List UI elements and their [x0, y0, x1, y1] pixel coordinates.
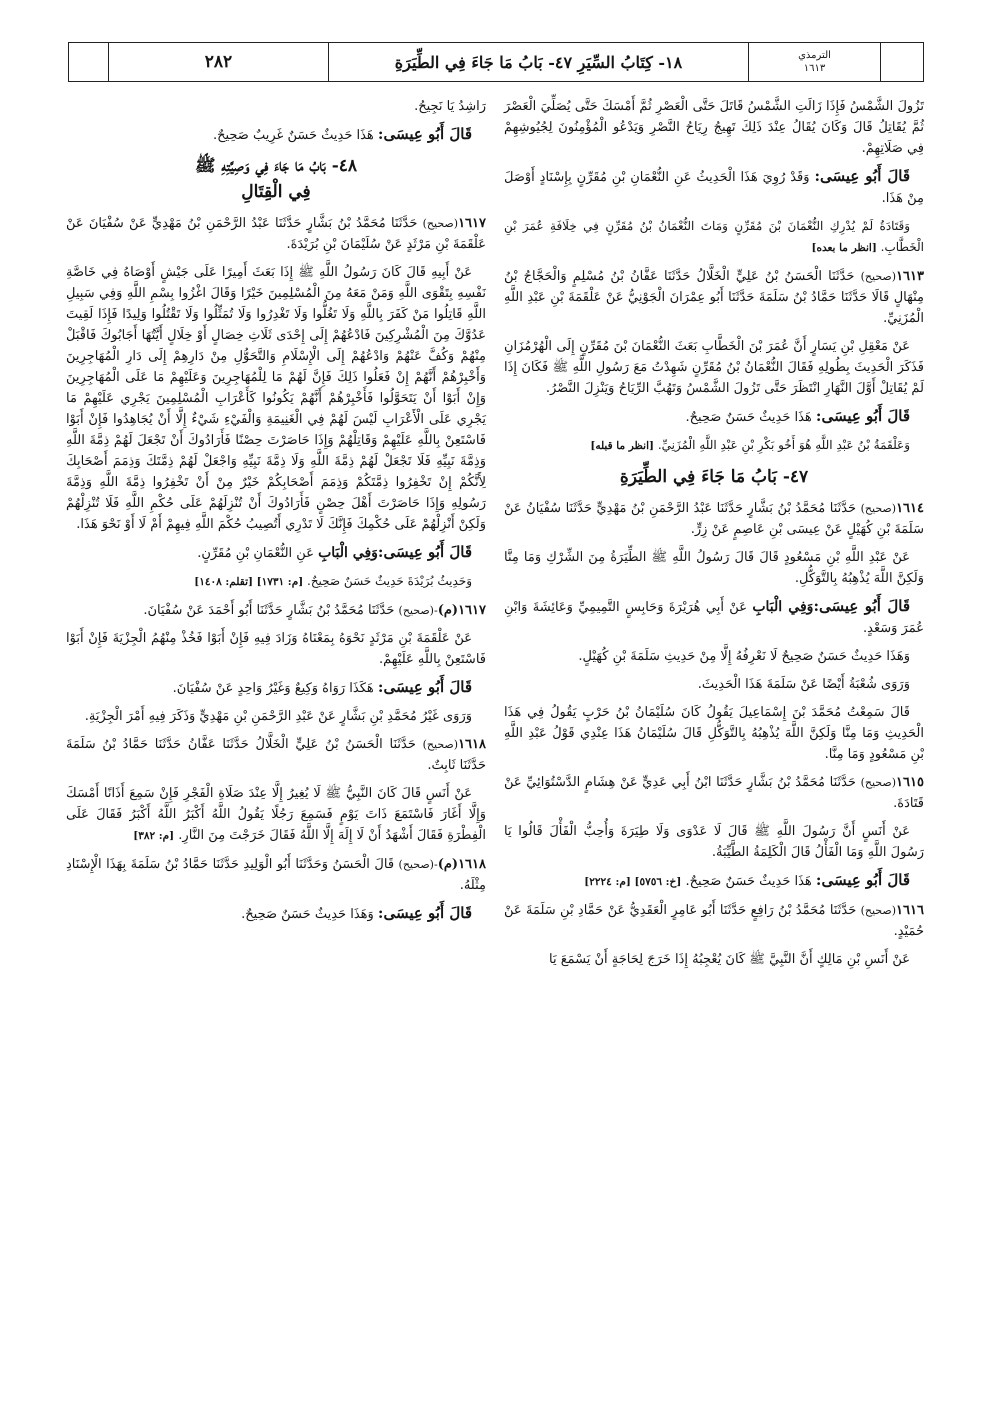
hadith-grade: (صحيح) — [860, 776, 897, 789]
hadith-1616 — [504, 900, 924, 942]
hadith-number: ١٦١٥ — [896, 775, 924, 790]
subheading: وَفِي الْبَابِ — [318, 545, 378, 561]
chapter-heading-48 — [66, 153, 486, 205]
paragraph-text: عَنْ أَنَسٍ قَالَ كَانَ النَّبِيُّ ﷺ لَا يُغِيرُ إِلَّا عِنْدَ صَلَاةِ الْفَجْرِ فَإِنْ سَمِعَ أَذَانًا أَمْسَكَ وَإِلَّا أَغَارَ فَاسْتَمَعَ ذَاتَ يَوْمٍ فَسَمِعَ رَجُلًا يَقُولُ اللَّهُ أَكْبَرُ اللَّهُ أَكْبَرُ فَقَالَ عَلَى الْفِطْرَةِ فَقَالَ أَشْهَدُ أَنْ لَا إِلَهَ إِلَّا اللَّهُ فَقَالَ خَرَجْتَ مِنَ النَّارِ. — [66, 786, 486, 843]
paragraph: وَرَوَى غَيْرُ مُحَمَّدِ بْنِ بَشَّارٍ عَنْ عَبْدِ الرَّحْمَنِ بْنِ مَهْدِيٍّ وَذَكَرَ فِيهِ أَمْرَ الْجِزْيَةِ. — [84, 709, 472, 724]
hadith-1617 — [66, 213, 486, 255]
page-header — [68, 42, 924, 82]
paragraph: عَنْ مَعْقِلِ بْنِ يَسَارٍ أَنَّ عُمَرَ بْنَ الْخَطَّابِ بَعَثَ النُّعْمَانَ بْنَ مُقَرِّنٍ إِلَى الْهُرْمُزَانِ فَذَكَرَ الْحَدِيثَ بِطُولِهِ فَقَالَ النُّعْمَانُ بْنُ مُقَرِّنٍ شَهِدْتُ مَعَ رَسُولِ اللَّهِ ﷺ فَكَانَ إِذَا لَمْ يُقَاتِلْ أَوَّلَ النَّهَارِ انْتَظَرَ حَتَّى تَزُولَ الشَّمْسُ وَتَهُبَّ الرِّيَاحُ وَيَنْزِلَ النَّصْرُ. — [504, 339, 924, 396]
paragraph: قَالَ سَمِعْتُ مُحَمَّدَ بْنَ إِسْمَاعِيلَ يَقُولُ كَانَ سُلَيْمَانُ بْنُ حَرْبٍ يَقُولُ فِي هَذَا الْحَدِيثِ وَمَا مِنَّا وَلَكِنَّ اللَّهَ يُذْهِبُهُ بِالتَّوَكُّلِ قَالَ سُلَيْمَانُ هَذَا عِنْدِي قَوْلُ عَبْدِ اللَّهِ بْنِ مَسْعُودٍ وَمَا مِنَّا. — [504, 705, 924, 762]
cross-reference: [خ: ٥٧٥٦] [م: ٢٢٢٤] — [584, 876, 682, 888]
page-number: ٢٨٢ — [109, 43, 329, 81]
cross-reference: [انظر ما قبله] — [590, 440, 654, 452]
paragraph: رَاشِدُ يَا نَجِيحُ. — [414, 99, 486, 114]
hadith-chain: حَدَّثَنَا مُحَمَّدُ بْنُ بَشَّارٍ حَدَّثَنَا عَبْدُ الرَّحْمَنِ بْنُ مَهْدِيٍّ عَنْ سُفْيَانَ عَنْ عَلْقَمَةَ بْنِ مَرْثَدٍ عَنْ سُلَيْمَانَ بْنِ بُرَيْدَةَ. — [66, 216, 486, 252]
speaker: قَالَ أَبُو عِيسَى: — [377, 678, 472, 696]
hadith-grade: (صحيح) — [422, 738, 459, 751]
commentary-text: عَنْ أَبِي هُرَيْرَةَ وَحَابِسٍ التَّمِيمِيِّ وَعَائِشَةَ وَابْنِ عُمَرَ وَسَعْدٍ. — [504, 600, 924, 636]
commentary-text: وَهَذَا حَدِيثٌ حَسَنٌ صَحِيحٌ. — [241, 907, 374, 922]
chapter-title: ١٨- كِتَابُ السِّيَرِ ٤٧- بَابُ مَا جَاءَ فِي الطِّيَرَةِ — [329, 43, 749, 81]
hadith-number: ١٦١٤ — [896, 501, 924, 516]
hadith-range: ١٦١٣ — [803, 63, 826, 74]
hadith-chain: حَدَّثَنَا مُحَمَّدُ بْنُ بَشَّارٍ حَدَّثَنَا ابْنُ أَبِي عَدِيٍّ عَنْ هِشَامٍ الدَّسْتُوَائِيِّ عَنْ قَتَادَةَ. — [504, 775, 924, 811]
commentary — [66, 542, 486, 564]
hadith-number: ١٦١٦ — [896, 903, 924, 918]
left-column — [66, 96, 486, 932]
speaker: قَالَ أَبُو عِيسَى: — [377, 125, 472, 143]
subheading: وَفِي الْبَابِ — [752, 599, 814, 615]
paragraph-text: وَحَدِيثُ بُرَيْدَةَ حَدِيثٌ حَسَنٌ صَحِيحٌ. — [307, 574, 472, 588]
hadith-grade: (صحيح) — [860, 904, 897, 917]
paragraph: عَنْ عَلْقَمَةَ بْنِ مَرْثَدٍ نَحْوَهُ بِمَعْنَاهُ وَزَادَ فِيهِ فَإِنْ أَبَوْا فَخُذْ مِنْهُمُ الْجِزْيَةَ فَإِنْ أَبَوْا فَاسْتَعِنْ بِاللَّهِ عَلَيْهِمْ. — [66, 631, 486, 667]
hadith-1618 — [66, 734, 486, 776]
speaker: قَالَ أَبُو عِيسَى: — [813, 597, 911, 615]
commentary — [66, 903, 486, 925]
hadith-1614 — [504, 498, 924, 540]
hadith-number: ١٦١٧(م) — [437, 603, 486, 618]
paragraph: عَنْ أَنَسٍ أَنَّ رَسُولَ اللَّهِ ﷺ قَالَ لَا عَدْوَى وَلَا طِيَرَةَ وَأُحِبُّ الْفَأْلَ قَالُوا يَا رَسُولَ اللَّهِ وَمَا الْفَأْلُ قَالَ الْكَلِمَةُ الطَّيِّبَةُ. — [504, 824, 924, 860]
header-empty-left — [69, 43, 109, 81]
hadith-1617m — [66, 600, 486, 621]
paragraph — [66, 571, 486, 593]
paragraph: عَنْ أَبِيهِ قَالَ كَانَ رَسُولُ اللَّهِ ﷺ إِذَا بَعَثَ أَمِيرًا عَلَى جَيْشٍ أَوْصَاهُ فِي خَاصَّةِ نَفْسِهِ بِتَقْوَى اللَّهِ وَمَنْ مَعَهُ مِنَ الْمُسْلِمِينَ خَيْرًا وَقَالَ اغْزُوا بِسْمِ اللَّهِ وَفِي سَبِيلِ اللَّهِ قَاتِلُوا مَنْ كَفَرَ بِاللَّهِ وَلَا تَغُلُّوا وَلَا تَغْدِرُوا وَلَا تُمَثِّلُوا وَلَا تَقْتُلُوا وَلِيدًا فَإِذَا لَقِيتَ عَدُوَّكَ مِنَ الْمُشْرِكِينَ فَادْعُهُمْ إِلَى إِحْدَى ثَلَاثِ خِصَالٍ أَوْ خِلَالٍ أَيَّتُهَا أَجَابُوكَ فَاقْبَلْ مِنْهُمْ وَكُفَّ عَنْهُمْ وَادْعُهُمْ إِلَى الْإِسْلَامِ وَالتَّحَوُّلِ مِنْ دَارِهِمْ إِلَى دَارِ الْمُهَاجِرِينَ وَأَخْبِرْهُمْ أَنَّهُمْ إِنْ فَعَلُوا ذَلِكَ فَإِنَّ لَهُمْ مَا لِلْمُهَاجِرِينَ وَعَلَيْهِمْ مَا عَلَى الْمُهَاجِرِينَ وَإِنْ أَبَوْا أَنْ يَتَحَوَّلُوا فَأَخْبِرْهُمْ أَنَّهُمْ يَكُونُوا كَأَعْرَابِ الْمُسْلِمِينَ يَجْرِي عَلَيْهِمْ مَا يَجْرِي عَلَى الْأَعْرَابِ لَيْسَ لَهُمْ فِي الْغَنِيمَةِ وَالْفَيْءِ شَيْءٌ إِلَّا أَنْ يُجَاهِدُوا فَإِنْ أَبَوْا فَاسْتَعِنْ بِاللَّهِ عَلَيْهِمْ وَقَاتِلْهُمْ وَإِذَا حَاصَرْتَ حِصْنًا فَأَرَادُوكَ أَنْ تَجْعَلَ لَهُمْ ذِمَّةَ اللَّهِ وَذِمَّةَ نَبِيِّهِ فَلَا تَجْعَلْ لَهُمْ ذِمَّةَ اللَّهِ وَلَا ذِمَّةَ نَبِيِّهِ وَاجْعَلْ لَهُمْ ذِمَّتَكَ وَذِمَمَ أَصْحَابِكَ لِأَنَّكُمْ إِنْ تَخْفِرُوا ذِمَّتَكُمْ وَذِمَمَ أَصْحَابِكُمْ خَيْرٌ مِنْ أَنْ تَخْفِرُوا ذِمَّةَ اللَّهِ وَذِمَّةَ رَسُولِهِ وَإِذَا حَاصَرْتَ أَهْلَ حِصْنٍ فَأَرَادُوكَ أَنْ تُنْزِلَهُمْ عَلَى حُكْمِ اللَّهِ فَلَا تُنْزِلْهُمْ وَلَكِنْ أَنْزِلْهُمْ عَلَى حُكْمِكَ فَإِنَّكَ لَا تَدْرِي أَتُصِيبُ حُكْمَ اللَّهِ فِيهِمْ أَمْ لَا أَوْ نَحْوَ هَذَا. — [66, 265, 486, 532]
hadith-grade: -(صحيح) — [398, 604, 438, 617]
commentary-text: هَذَا حَدِيثٌ حَسَنٌ غَرِيبٌ صَحِيحٌ. — [212, 128, 374, 143]
header-empty-right — [881, 43, 923, 81]
hadith-chain: حَدَّثَنَا مُحَمَّدُ بْنُ رَافِعٍ حَدَّثَنَا أَبُو عَامِرٍ الْعَقَدِيُّ عَنْ حَمَّادِ بْنِ سَلَمَةَ عَنْ حُمَيْدٍ. — [504, 903, 924, 939]
book-info — [749, 43, 881, 81]
paragraph: عَنْ عَبْدِ اللَّهِ بْنِ مَسْعُودٍ قَالَ قَالَ رَسُولُ اللَّهِ ﷺ الطِّيَرَةُ مِنَ الشِّرْكِ وَمَا مِنَّا وَلَكِنَّ اللَّهَ يُذْهِبُهُ بِالتَّوَكُّلِ. — [504, 550, 924, 586]
paragraph: وَرَوَى شُعْبَةُ أَيْضًا عَنْ سَلَمَةَ هَذَا الْحَدِيثَ. — [697, 677, 910, 692]
hadith-number: ١٦١٧ — [458, 216, 486, 231]
speaker: قَالَ أَبُو عِيسَى: — [815, 871, 910, 889]
right-column — [504, 96, 924, 977]
hadith-grade: (صحيح) — [860, 270, 897, 283]
hadith-grade: (صحيح) — [860, 502, 897, 515]
commentary — [504, 596, 924, 639]
commentary — [504, 166, 924, 209]
cross-reference: [م: ١٧٣١] [تقلم: ١٤٠٨] — [194, 576, 304, 588]
paragraph-text: وَعَلْقَمَةُ بْنُ عَبْدِ اللَّهِ هُوَ أَخُو بَكْرِ بْنِ عَبْدِ اللَّهِ الْمُزَنِيِّ. — [657, 438, 910, 452]
hadith-grade: (صحيح) — [422, 217, 459, 230]
paragraph — [66, 783, 486, 847]
hadith-1615 — [504, 772, 924, 814]
paragraph-text: وَقَتَادَةُ لَمْ يُدْرِكِ النُّعْمَانَ بْنَ مُقَرِّنٍ وَمَاتَ النُّعْمَانُ بْنُ مُقَرِّنٍ فِي خِلَافَةِ عُمَرَ بْنِ الْخَطَّابِ. — [504, 219, 924, 254]
commentary — [504, 870, 924, 893]
hadith-grade: -(صحيح) — [398, 858, 438, 871]
speaker: قَالَ أَبُو عِيسَى: — [377, 543, 472, 561]
speaker: قَالَ أَبُو عِيسَى: — [377, 904, 472, 922]
hadith-chain: حَدَّثَنَا الْحَسَنُ بْنُ عَلِيٍّ الْخَلَّالُ حَدَّثَنَا عَفَّانُ بْنُ مُسْلِمٍ وَالْحَجَّاجُ بْنُ مِنْهَالٍ قَالَا حَدَّثَنَا حَمَّادُ بْنُ سَلَمَةَ حَدَّثَنَا أَبُو عِمْرَانَ الْجَوْنِيُّ عَنْ عَلْقَمَةَ بْنِ عَبْدِ اللَّهِ الْمُزَنِيِّ. — [504, 269, 924, 326]
hadith-chain: حَدَّثَنَا مُحَمَّدُ بْنُ بَشَّارٍ حَدَّثَنَا عَبْدُ الرَّحْمَنِ بْنُ مَهْدِيٍّ حَدَّثَنَا سُفْيَانُ عَنْ سَلَمَةَ بْنِ كُهَيْلٍ عَنْ عِيسَى بْنِ عَاصِمٍ عَنْ زِرٍّ. — [504, 501, 924, 537]
paragraph — [504, 435, 924, 457]
commentary — [504, 406, 924, 428]
paragraph: عَنْ أَنَسِ بْنِ مَالِكٍ أَنَّ النَّبِيَّ ﷺ كَانَ يُعْجِبُهُ إِذَا خَرَجَ لِحَاجَةٍ أَنْ يَسْمَعَ يَا — [549, 952, 910, 967]
chapter-heading-47: ٤٧- بَابُ مَا جَاءَ فِي الطِّيَرَةِ — [619, 467, 809, 487]
hadith-chain: حَدَّثَنَا مُحَمَّدُ بْنُ بَشَّارٍ حَدَّثَنَا أَبُو أَحْمَدَ عَنْ سُفْيَانَ. — [143, 603, 395, 618]
cross-reference: [م: ٣٨٢] — [133, 830, 175, 842]
speaker: قَالَ أَبُو عِيسَى: — [814, 167, 910, 185]
hadith-1613 — [504, 266, 924, 329]
paragraph: وَهَذَا حَدِيثٌ حَسَنٌ صَحِيحٌ لَا نَعْرِفُهُ إِلَّا مِنْ حَدِيثِ سَلَمَةَ بْنِ كُهَيْلٍ. — [578, 649, 910, 664]
paragraph: تَزُولَ الشَّمْسُ فَإِذَا زَالَتِ الشَّمْسُ قَاتَلَ حَتَّى الْعَصْرِ ثُمَّ أَمْسَكَ حَتَّى يُصَلِّيَ الْعَصْرَ ثُمَّ يُقَاتِلُ قَالَ وَكَانَ يُقَالُ عِنْدَ ذَلِكَ تَهِيجُ رِيَاحُ النَّصْرِ وَيَدْعُو الْمُؤْمِنُونَ لِجُيُوشِهِمْ فِي صَلَاتِهِمْ. — [504, 99, 924, 156]
commentary-text: هَذَا حَدِيثٌ حَسَنٌ صَحِيحٌ. — [685, 410, 812, 425]
hadith-chain: حَدَّثَنَا الْحَسَنُ بْنُ عَلِيٍّ الْخَلَّالُ حَدَّثَنَا عَفَّانُ حَدَّثَنَا حَمَّادُ بْنُ سَلَمَةَ حَدَّثَنَا ثَابِتٌ. — [66, 737, 486, 773]
commentary-text: وَقَدْ رُوِيَ هَذَا الْحَدِيثُ عَنِ النُّعْمَانِ بْنِ مُقَرِّنٍ بِإِسْنَادٍ أَوْصَلَ مِنْ هَذَا. — [504, 170, 924, 206]
hadith-chain: قَالَ الْحَسَنُ وَحَدَّثَنَا أَبُو الْوَلِيدِ حَدَّثَنَا حَمَّادُ بْنُ سَلَمَةَ بِهَذَا الْإِسْنَادِ مِثْلَهُ. — [66, 857, 486, 893]
paragraph — [504, 216, 924, 259]
commentary — [66, 677, 486, 699]
heading-line: ٤٨- بَابُ مَا جَاءَ فِي وَصِيَّتِهِ ﷺ — [194, 156, 358, 176]
commentary-text: عَنِ النُّعْمَانِ بْنِ مُقَرِّنٍ. — [197, 546, 314, 561]
hadith-number: ١٦١٨(م) — [437, 857, 486, 872]
cross-reference: [انظر ما بعده] — [811, 242, 877, 254]
speaker: قَالَ أَبُو عِيسَى: — [815, 407, 910, 425]
hadith-1618m — [66, 854, 486, 896]
commentary-text: هَكَذَا رَوَاهُ وَكِيعٌ وَغَيْرُ وَاحِدٍ عَنْ سُفْيَانَ. — [172, 681, 374, 696]
commentary-text: هَذَا حَدِيثٌ حَسَنٌ صَحِيحٌ. — [685, 874, 812, 889]
book-name: الترمذي — [798, 50, 831, 61]
hadith-number: ١٦١٣ — [896, 269, 924, 284]
hadith-number: ١٦١٨ — [458, 737, 487, 752]
heading-line: فِي الْقِتَالِ — [241, 182, 311, 202]
commentary — [66, 124, 486, 146]
